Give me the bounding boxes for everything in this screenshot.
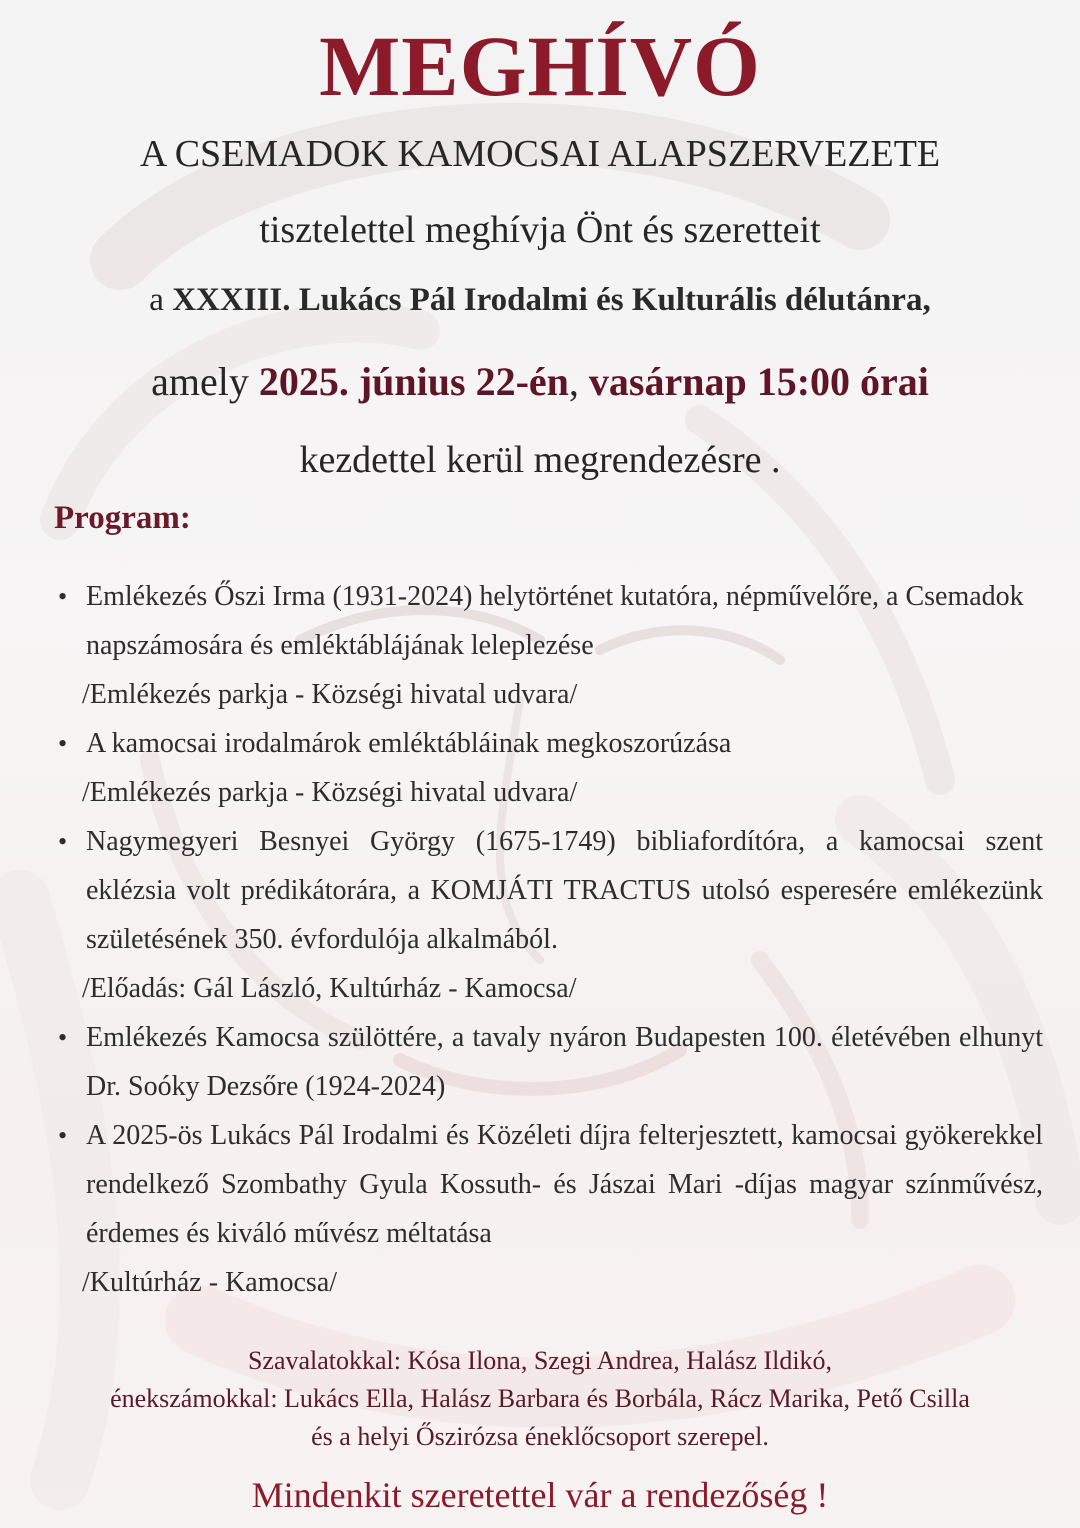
program-item (58, 1111, 1043, 1307)
credits-line: énekszámokkal: Lukács Ella, Halász Barbara és Borbála, Rácz Marika, Pető Csilla (110, 1384, 970, 1413)
page-title: MEGHÍVÓ (319, 18, 761, 114)
event-date: 2025. június 22-én (258, 359, 569, 404)
credits-line: és a helyi Őszirózsa éneklőcsoport szerepel. (311, 1422, 769, 1451)
credits-line: Szavalatokkal: Kósa Ilona, Szegi Andrea, Halász Ildikó, (247, 1346, 833, 1375)
program-item (58, 719, 1043, 817)
program-item-text: A 2025-ös Lukács Pál Irodalmi és Közéleti díjra felterjesztett, kamocsai gyökerekkel rendelkező Szombathy Gyula Kossuth- és Jászai Mari -díjas magyar színművész, érdemes és kiváló művész méltatása (86, 1120, 1043, 1249)
program-item-location: /Előadás: Gál László, Kultúrház - Kamocsa/ (82, 973, 577, 1004)
program-item (58, 817, 1043, 1013)
organizer-line: A CSEMADOK KAMOCSAI ALAPSZERVEZETE (139, 133, 941, 175)
bullet-icon: • (58, 1023, 68, 1052)
closing-line: Mindenkit szeretettel vár a rendezőség ! (251, 1475, 829, 1515)
bullet-icon: • (58, 827, 68, 856)
program-item-text: Emlékezés Őszi Irma (1931-2024) helytörténet kutatóra, népművelőre, a Csemadok napszámosára és emléktáblájának leleplezése (86, 581, 1024, 661)
program-item (58, 572, 1043, 719)
event-line (0, 282, 1080, 319)
bullet-icon: • (58, 1121, 68, 1150)
date-line (0, 358, 1080, 405)
bullet-icon: • (58, 729, 68, 758)
program-item (58, 1013, 1043, 1111)
date-separator: , (568, 359, 589, 404)
bullet-icon: • (58, 582, 68, 611)
program-item-location: /Emlékezés parkja - Községi hivatal udvara/ (82, 679, 578, 710)
program-item-text: Nagymegyeri Besnyei György (1675-1749) bibliafordítóra, a kamocsai szent eklézsia volt prédikátorára, a KOMJÁTI TRACTUS utolsó esperesére emlékezünk születésének 350. évfordulója alkalmából. (86, 826, 1043, 955)
program-heading: Program: (54, 500, 191, 536)
date-prefix: amely (151, 359, 259, 404)
invitation-line: tisztelettel meghívja Önt és szeretteit (259, 209, 821, 251)
event-day-time: vasárnap 15:00 órai (588, 359, 929, 404)
program-item-text: A kamocsai irodalmárok emléktábláinak megkoszorúzása (86, 728, 732, 759)
program-item-location: /Emlékezés parkja - Községi hivatal udvara/ (82, 777, 578, 808)
start-line: kezdettel kerül megrendezésre . (299, 439, 781, 481)
event-prefix: a (149, 282, 173, 318)
program-item-text: Emlékezés Kamocsa szülöttére, a tavaly nyáron Budapesten 100. életévében elhunyt Dr. Soóky Dezsőre (1924-2024) (86, 1022, 1043, 1102)
event-name: XXXIII. Lukács Pál Irodalmi és Kulturális délutánra, (172, 282, 931, 318)
program-item-location: /Kultúrház - Kamocsa/ (82, 1267, 338, 1298)
